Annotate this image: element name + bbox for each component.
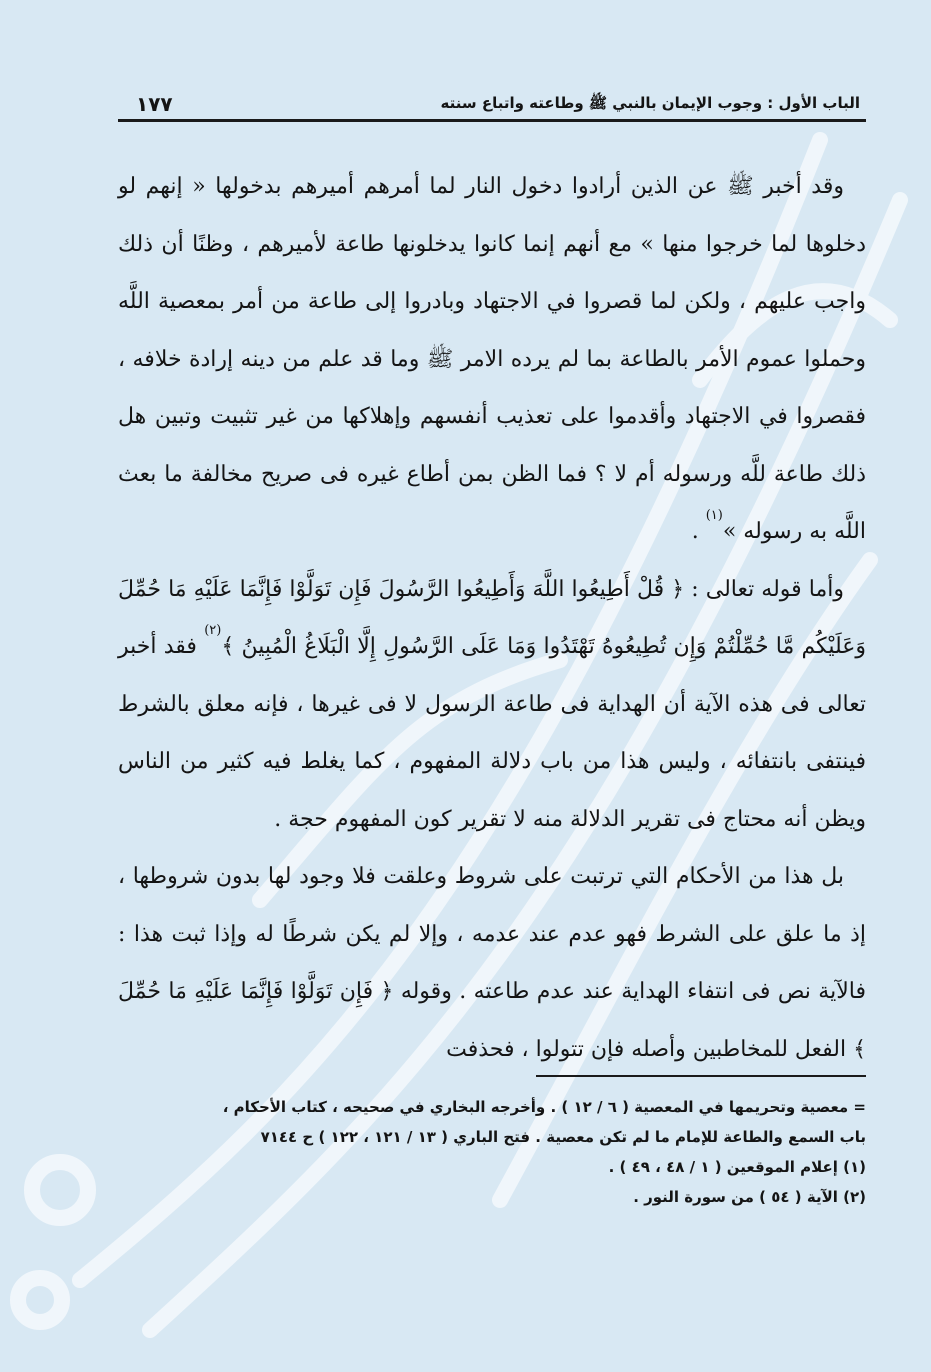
paragraph-3-text: بل هذا من الأحكام التي ترتبت على شروط وعلقت فلا وجود لها بدون شروطها ، إذ ما علق على الشرط فهو عدم عند عدمه ، وإلا لم يكن شرطًا له وإذا ثبت هذا : فالآية نص فى انتفاء الهداية عند عدم طاعته . وقوله ﴿ فَإِن تَوَلَّوْا فَإِنَّمَا عَلَيْهِ مَا حُمِّلَ ﴾ الفعل للمخاطبين وأصله فإن تتولوا ، فحذفت: [118, 864, 866, 1062]
page-number: ١٧٧: [136, 92, 173, 116]
paragraph-1-text: وقد أخبر ﷺ عن الذين أرادوا دخول النار لما أمرهم أميرهم بدخولها « إنهم لو دخلوها لما خرجوا منها » مع أنهم إنما كانوا يدخلونها طاعة لأميرهم ، وظنًا أن ذلك واجب عليهم ، ولكن لما قصروا في الاجتهاد وبادروا إلى طاعة من أمر بمعصية اللَّه وحملوا عموم الأمر بالطاعة بما لم يرده الامر ﷺ وما قد علم من دينه إرادة خلافه ، فقصروا في الاجتهاد وأقدموا على تعذيب أنفسهم وإهلاكها من غير تثبيت وتبين هل ذلك طاعة للَّه ورسوله أم لا ؟ فما الظن بمن أطاع غيره فى صريح مخالفة ما بعث اللَّه به رسوله »: [118, 174, 866, 544]
quran-verse: وأما قوله تعالى : ﴿ قُلْ أَطِيعُوا اللَّهَ وَأَطِيعُوا الرَّسُولَ فَإِن تَوَلَّوْا فَإِنَّمَا عَلَيْهِ مَا حُمِّلَ وَعَلَيْكُم مَّا حُمِّلْتُمْ وَإِن تُطِيعُوهُ تَهْتَدُوا وَمَا عَلَى الرَّسُولِ إِلَّا الْبَلَاغُ الْمُبِينُ ﴾: [118, 576, 866, 659]
footnote-ref-1: (١): [705, 508, 723, 523]
page-header: [118, 80, 866, 116]
footnote-line: = معصية وتحريمها في المعصية ( ٦ / ١٢ ) . وأخرجه البخاري في صحيحه ، كتاب الأحكام ،: [222, 1098, 866, 1116]
paragraph-1: [118, 158, 866, 561]
footnote-1: (١) إعلام الموقعين ( ١ / ٤٨ ، ٤٩ ) .: [608, 1158, 866, 1176]
footnotes: [118, 1092, 866, 1212]
paragraph-2-text: فقد أخبر تعالى فى هذه الآية أن الهداية فى طاعة الرسول لا فى غيرها ، فإنه معلق بالشرط فينتفى بانتفائه ، وليس هذا من باب دلالة المفهوم ، كما يغلط فيه كثير من الناس ويظن أنه محتاج فى تقرير الدلالة منه لا تقرير كون المفهوم حجة .: [118, 634, 866, 832]
main-text: [118, 158, 866, 1078]
paragraph-1-end: .: [691, 519, 706, 544]
page: [118, 80, 866, 1350]
footnote-divider: [536, 1075, 866, 1077]
paragraph-3: [118, 848, 866, 1078]
paragraph-2: [118, 561, 866, 849]
footnote-line: باب السمع والطاعة للإمام ما لم تكن معصية . فتح الباري ( ١٣ / ١٢١ ، ١٢٢ ) ح ٧١٤٤: [260, 1128, 866, 1146]
chapter-title: الباب الأول : وجوب الإيمان بالنبي ﷺ وطاعته واتباع سنته: [440, 94, 860, 112]
footnote-ref-2: (٢): [204, 623, 222, 638]
header-divider: [118, 119, 866, 122]
footnote-2: (٢) الآية ( ٥٤ ) من سورة النور .: [633, 1188, 866, 1206]
